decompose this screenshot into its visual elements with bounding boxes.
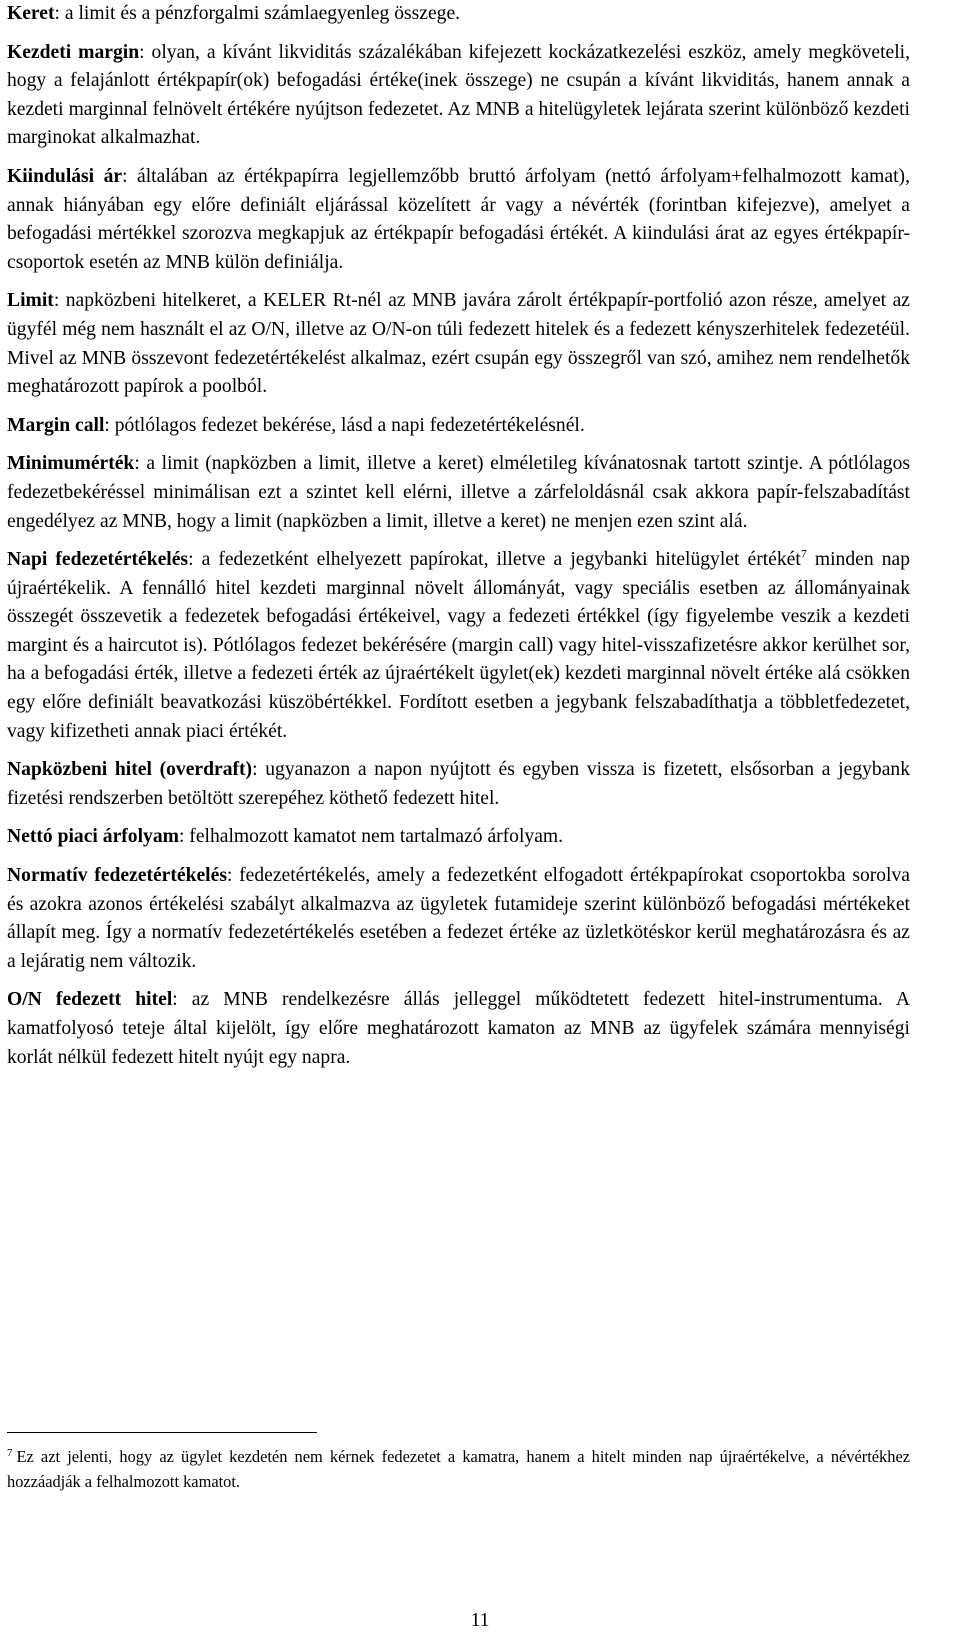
definition-text: : ugyanazon a napon nyújtott és egyben vissza is fizetett, elsősorban a jegybank fizetési rendszerben betöltött szerepéhez köthető fedezett hitel.: [7, 759, 910, 809]
definition-keret: [7, 0, 910, 29]
definition-term: Keret: [7, 3, 55, 24]
definition-text: minden nap újraértékelik. A fennálló hitel kezdeti marginnal növelt állományát, vagy speciális esetben az állományainak összegét összevetik a fedezetek befogadási értékeivel, vagy a fedezeti értékkel (így figyelembe veszik a kezdeti margint és a haircutot is). Pótlólagos fedezet bekérésére (margin call) vagy hitel-visszafizetésre akkor kerülhet sor, ha a befogadási érték, illetve a fedezeti érték az újraértékelt ügylet(ek) kezdeti marginnal növelt értéke alá csökken egy előre definiált beavatkozási küszöbértékkel. Fordított esetben a jegybank felszabadíthatja a többletfedezetet, vagy kifizetheti annak piaci értékét.: [7, 549, 910, 742]
page-number: 11: [470, 1610, 490, 1631]
definition-text: : a limit és a pénzforgalmi számlaegyenleg összege.: [54, 3, 461, 24]
definition-text: : pótlólagos fedezet bekérése, lásd a napi fedezetértékelésnél.: [104, 414, 585, 436]
definition-kiindulasi-ar: [7, 163, 910, 277]
footnote-mark: 7: [7, 1446, 13, 1459]
definition-term: Minimumérték: [7, 453, 135, 475]
definition-text: : az MNB rendelkezésre állás jelleggel működtetett fedezett hitel-instrumentuma. A kamatfolyosó teteje által kijelölt, így előre meghatározott kamaton az MNB az ügyfelek számára mennyiségi korlát nélkül fedezett hitelt nyújt egy napra.: [7, 989, 910, 1068]
definition-text: : a limit (napközben a limit, illetve a keret) elméletileg kívánatosnak tartott szintje. A pótlólagos fedezetbekéréssel minimálisan ezt a szintet kell elérni, illetve a zárfeloldásnál csak akkora papír-felszabadítást engedélyez az MNB, hogy a limit (napközben a limit, illetve a keret) ne menjen ezen szint alá.: [7, 453, 910, 532]
definition-term: Nettó piaci árfolyam: [7, 826, 179, 848]
definition-limit: [7, 287, 910, 401]
definition-text: : napközbeni hitelkeret, a KELER Rt-nél az MNB javára zárolt értékpapír-portfolió azon része, amelyet az ügyfél még nem használt el az O/N, illetve az O/N-on túli fedezett hitelek és a fedezett kényszerhitelek fedezetéül. Mivel az MNB összevont fedezetértékelést alkalmaz, ezért csupán egy összegről van szó, amihez nem rendelhetők meghatározott papírok a poolból.: [7, 290, 910, 398]
definition-term: Napközbeni hitel (overdraft): [7, 759, 253, 781]
definition-term: Limit: [7, 290, 54, 312]
definition-text: : általában az értékpapírra legjellemzőbb bruttó árfolyam (nettó árfolyam+felhalmozott kamat), annak hiányában egy előre definiált eljárással közelített ár vagy a névérték (forintban kifejezve), amelyet a befogadási mértékkel szorozva megkapjuk az értékpapír befogadási értékét. A kiindulási árat az egyes értékpapír-csoportok esetén az MNB külön definiálja.: [7, 165, 910, 273]
definition-margin-call: [7, 412, 910, 441]
definition-minimumertek: [7, 450, 910, 536]
definition-napkozbeni-hitel: [7, 756, 910, 813]
definition-term: Napi fedezetértékelés: [7, 549, 189, 571]
definition-term: Kezdeti margin: [7, 41, 140, 63]
definition-term: Kiindulási ár: [7, 165, 123, 187]
footnote: [7, 1444, 910, 1494]
definition-text: : olyan, a kívánt likviditás százalékában kifejezett kockázatkezelési eszköz, amely megköveteli, hogy a felajánlott értékpapír(ok) befogadási értéke(inek összege) ne csupán a kívánt likviditás, hanem annak a kezdeti marginnal felnövelt értékére nyújtson fedezetet. Az MNB a hitelügyletek lejárata szerint különböző kezdeti marginokat alkalmazhat.: [7, 41, 910, 149]
footnote-text: Ez azt jelenti, hogy az ügylet kezdetén nem kérnek fedezetet a kamatra, hanem a hitelt minden nap újraértékelve, a névértékhez hozzáadják a felhalmozott kamatot.: [7, 1447, 910, 1491]
definition-text: : felhalmozott kamatot nem tartalmazó árfolyam.: [178, 826, 564, 848]
definition-napi-fedezetertekeles: [7, 546, 910, 746]
document-body: [7, 0, 910, 1082]
definition-normativ-fedezetertekeles: [7, 862, 910, 976]
definition-term: Normatív fedezetértékelés: [7, 865, 227, 887]
definition-kezdeti-margin: [7, 39, 910, 153]
definition-term: O/N fedezett hitel: [7, 989, 173, 1011]
definition-text: : a fedezetként elhelyezett papírokat, illetve a jegybanki hitelügylet értékét: [188, 549, 801, 571]
definition-on-fedezett-hitel: [7, 986, 910, 1072]
footnote-reference[interactable]: 7: [800, 546, 807, 561]
definition-text: : fedezetértékelés, amely a fedezetként elfogadott értékpapírokat csoportokba sorolva és azokra azonos értékelési szabályt alkalmazva az ügyletek futamideje szerint különböző befogadási mértékeket állapít meg. Így a normatív fedezetértékelés esetében a fedezet értéke az üzletkötéskor kerül meghatározásra és az a lejáratig nem változik.: [7, 865, 910, 972]
definition-term: Margin call: [7, 414, 105, 436]
footnote-divider: [7, 1432, 317, 1433]
definition-netto-piaci-arfolyam: [7, 823, 910, 852]
